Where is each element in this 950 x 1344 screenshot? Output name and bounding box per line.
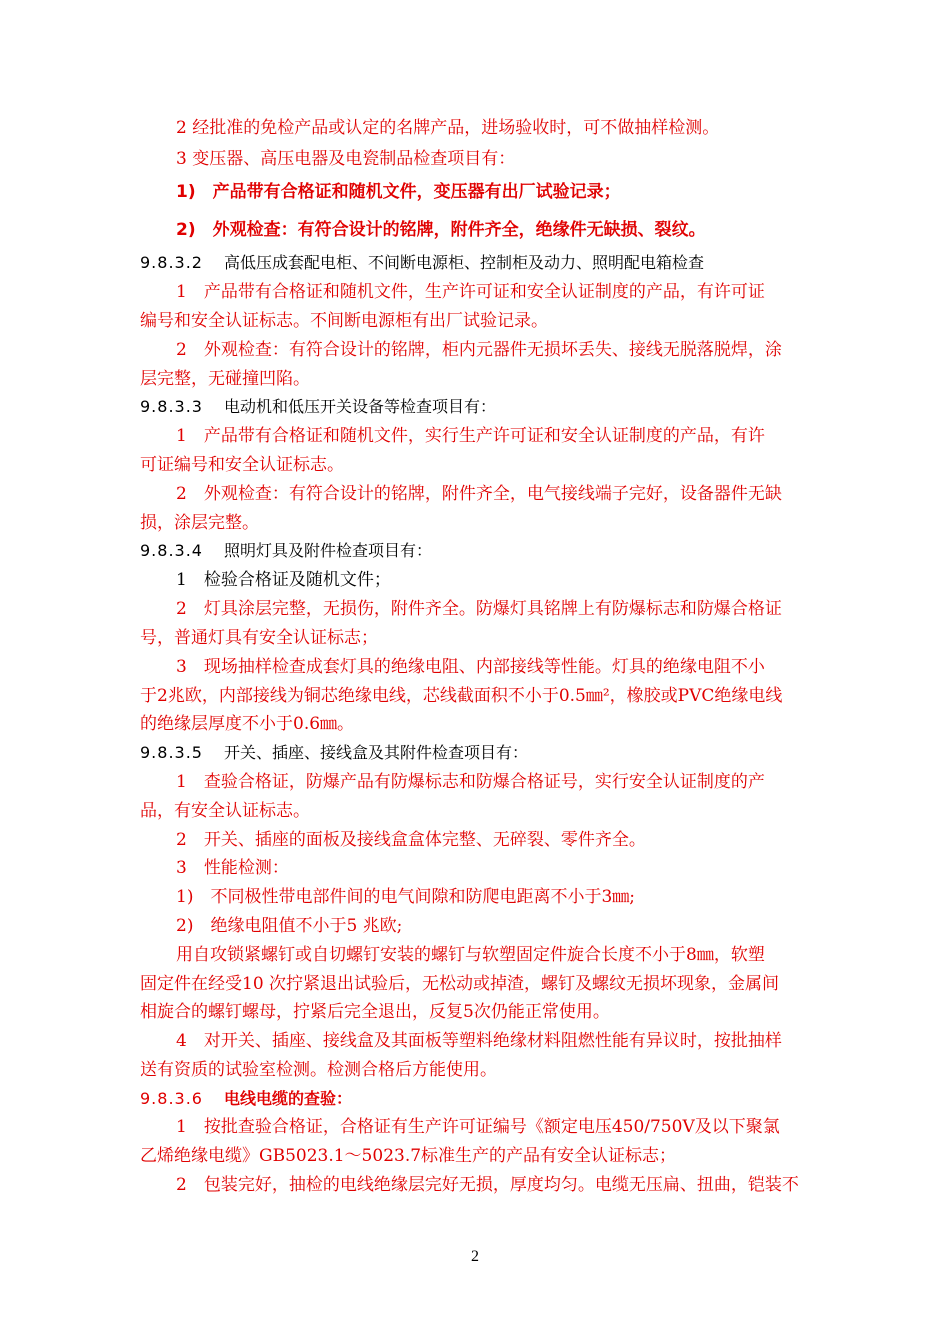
- paragraph-line: 1 查验合格证，防爆产品有防爆标志和防爆合格证号，实行安全认证制度的产: [176, 772, 765, 792]
- paragraph-line: 损，涂层完整。: [140, 513, 259, 533]
- paragraph-line: 品，有安全认证标志。: [140, 801, 310, 821]
- section-number: 9.8.3.3: [140, 397, 203, 416]
- paragraph-line: 固定件在经受10 次拧紧退出试验后，无松动或掉渣，螺钉及螺纹无损坏现象，金属间: [140, 974, 780, 994]
- section-number: 9.8.3.2: [140, 253, 203, 272]
- paragraph-line: 1 按批查验合格证，合格证有生产许可证编号《额定电压450/750V及以下聚氯: [176, 1117, 780, 1137]
- paragraph-line: 4 对开关、插座、接线盒及其面板等塑料绝缘材料阻燃性能有异议时，按批抽样: [176, 1031, 782, 1051]
- paragraph-line: 层完整，无碰撞凹陷。: [140, 369, 310, 389]
- paragraph-line: 2 经批准的免检产品或认定的名牌产品，进场验收时，可不做抽样检测。: [176, 118, 720, 138]
- paragraph-line: 2 外观检查：有符合设计的铭牌，附件齐全，电气接线端子完好，设备器件无缺: [176, 484, 782, 504]
- paragraph-line: 用自攻锁紧螺钉或自切螺钉安装的螺钉与软塑固定件旋合长度不小于8㎜，软塑: [176, 945, 765, 965]
- section-title: 高低压成套配电柜、不间断电源柜、控制柜及动力、照明配电箱检查: [224, 253, 705, 272]
- paragraph-line: 1) 不同极性带电部件间的电气间隙和防爬电距离不小于3㎜;: [176, 887, 635, 907]
- page-number: 2: [471, 1248, 479, 1265]
- paragraph-line: 2) 外观检查：有符合设计的铭牌，附件齐全，绝缘件无缺损、裂纹。: [176, 220, 706, 240]
- paragraph-line: 2 包装完好，抽检的电线绝缘层完好无损，厚度均匀。电缆无压扁、扭曲，铠装不: [176, 1175, 799, 1195]
- section-title: 电动机和低压开关设备等检查项目有：: [224, 397, 497, 416]
- paragraph-line: 编号和安全认证标志。不间断电源柜有出厂试验记录。: [140, 311, 548, 331]
- paragraph-line: 2 开关、插座的面板及接线盒盒体完整、无碎裂、零件齐全。: [176, 830, 646, 850]
- paragraph-line: 相旋合的螺钉螺母，拧紧后完全退出，反复5次仍能正常使用。: [140, 1002, 610, 1022]
- section-heading: [140, 253, 704, 275]
- paragraph-line: 3 变压器、高压电器及电瓷制品检查项目有：: [176, 149, 516, 169]
- paragraph-line: 1) 产品带有合格证和随机文件，变压器有出厂试验记录；: [176, 182, 621, 202]
- paragraph-line: 号，普通灯具有安全认证标志；: [140, 628, 378, 648]
- paragraph-line: 于2兆欧，内部接线为铜芯绝缘电线，芯线截面积不小于0.5㎜²，橡胶或PVC绝缘电线: [140, 686, 783, 706]
- paragraph-line: 2 灯具涂层完整，无损伤，附件齐全。防爆灯具铭牌上有防爆标志和防爆合格证: [176, 599, 782, 619]
- section-title: 照明灯具及附件检查项目有：: [224, 541, 433, 560]
- section-heading: [140, 743, 528, 765]
- paragraph-line: 1 产品带有合格证和随机文件，实行生产许可证和安全认证制度的产品，有许: [176, 426, 765, 446]
- paragraph-line: 3 性能检测：: [176, 858, 289, 878]
- section-number: 9.8.3.4: [140, 541, 203, 560]
- section-number: 9.8.3.6: [140, 1089, 203, 1108]
- paragraph-line: 2) 绝缘电阻值不小于5 兆欧;: [176, 916, 403, 936]
- section-heading: [140, 541, 432, 563]
- paragraph-line: 1 检验合格证及随机文件；: [176, 570, 391, 590]
- paragraph-line: 3 现场抽样检查成套灯具的绝缘电阻、内部接线等性能。灯具的绝缘电阻不小: [176, 657, 765, 677]
- section-number: 9.8.3.5: [140, 743, 203, 762]
- paragraph-line: 的绝缘层厚度不小于0.6㎜。: [140, 714, 355, 734]
- section-title: 开关、插座、接线盒及其附件检查项目有：: [224, 743, 529, 762]
- section-title: 电线电缆的查验：: [224, 1089, 353, 1108]
- paragraph-line: 送有资质的试验室检测。检测合格后方能使用。: [140, 1060, 497, 1080]
- section-heading: [140, 1089, 352, 1111]
- paragraph-line: 乙烯绝缘电缆》GB5023.1～5023.7标准生产的产品有安全认证标志；: [140, 1146, 677, 1166]
- paragraph-line: 可证编号和安全认证标志。: [140, 455, 344, 475]
- section-heading: [140, 397, 496, 419]
- paragraph-line: 2 外观检查：有符合设计的铭牌，柜内元器件无损坏丢失、接线无脱落脱焊，涂: [176, 340, 782, 360]
- paragraph-line: 1 产品带有合格证和随机文件，生产许可证和安全认证制度的产品，有许可证: [176, 282, 765, 302]
